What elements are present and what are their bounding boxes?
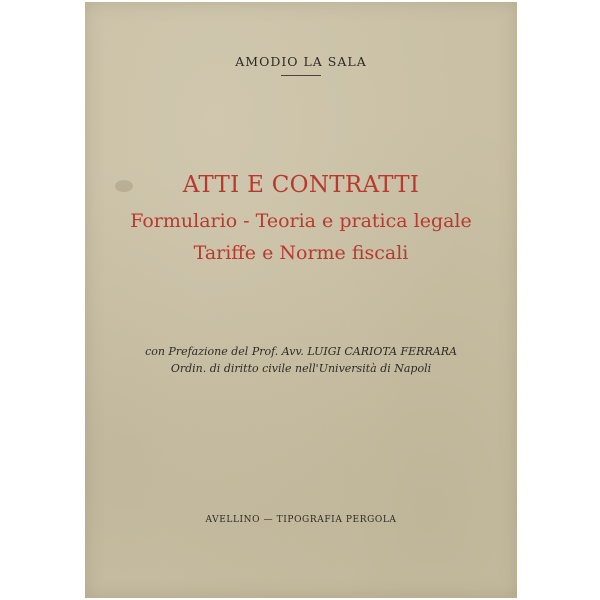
book-title: ATTI E CONTRATTI — [182, 172, 420, 198]
author-name: AMODIO LA SALA — [235, 54, 367, 69]
preface-credit-line-2: Ordin. di diritto civile nell'Università di Napoli — [170, 362, 432, 375]
book-subtitle-line-2: Tariffe e Norme fiscali — [193, 242, 409, 264]
book-cover — [85, 2, 517, 598]
preface-credit-line-1: con Prefazione del Prof. Avv. LUIGI CARIOTA FERRARA — [145, 345, 457, 358]
author-divider — [281, 75, 321, 76]
publisher-imprint: AVELLINO — TIPOGRAFIA PERGOLA — [205, 515, 397, 525]
book-subtitle-line-1: Formulario - Teoria e pratica legale — [130, 210, 472, 232]
